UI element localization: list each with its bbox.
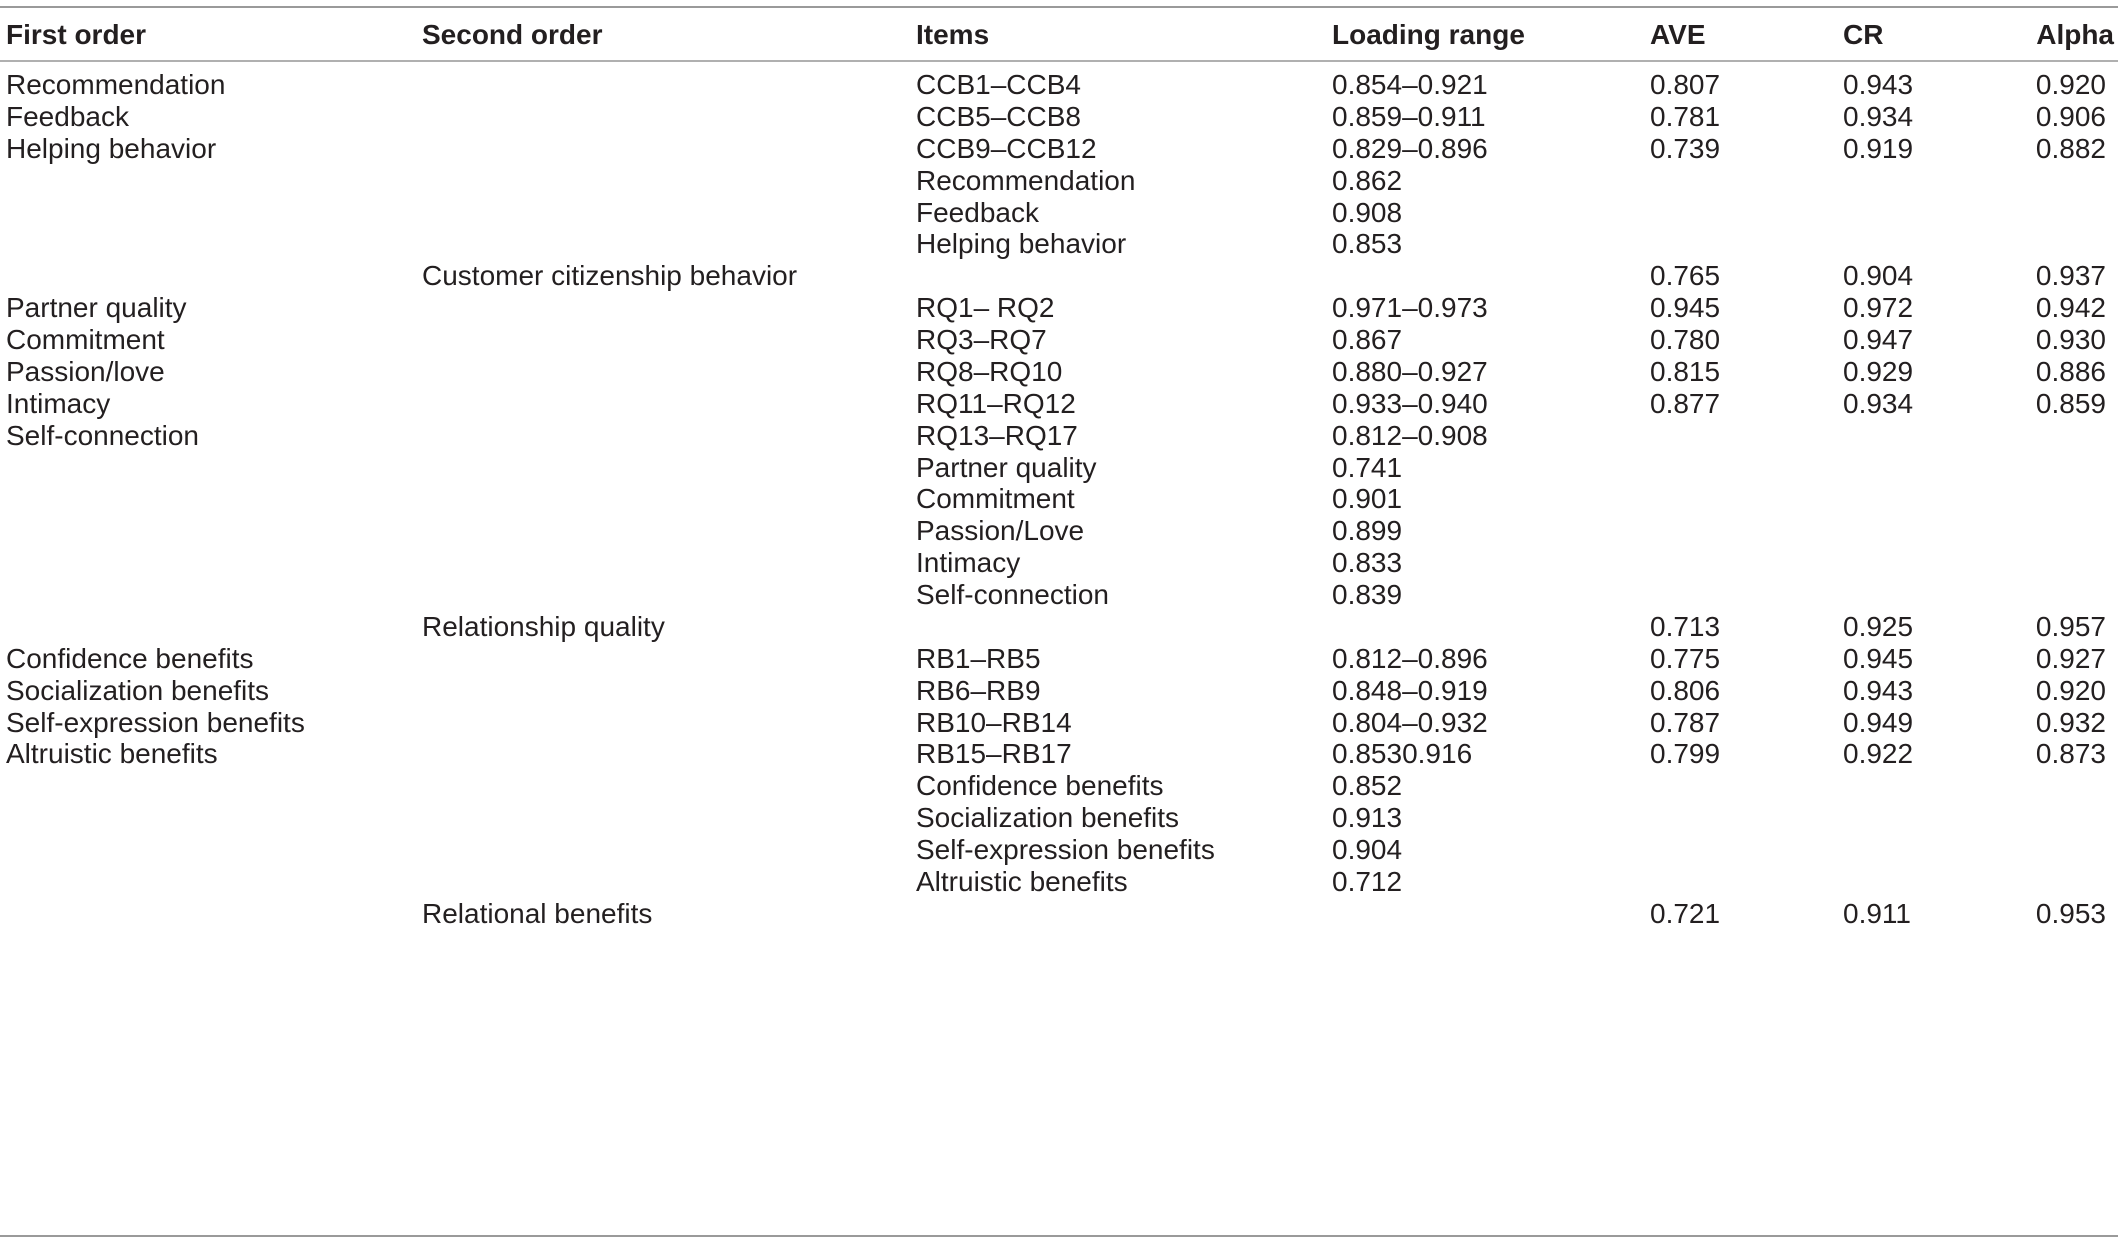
loading-range-cell: 0.901 bbox=[1332, 483, 1403, 515]
items-cell: RQ3–RQ7 bbox=[916, 324, 1047, 356]
ave-cell: 0.765 bbox=[1650, 260, 1721, 292]
ave-cell: 0.807 bbox=[1650, 69, 1721, 100]
alpha-cell: 0.930 bbox=[2035, 324, 2106, 356]
first-order-cell: Confidence benefits bbox=[6, 642, 254, 674]
cr-cell: 0.947 bbox=[1843, 324, 1914, 356]
ave-cell: 0.877 bbox=[1650, 387, 1721, 419]
ave-cell: 0.806 bbox=[1650, 674, 1721, 706]
items-cell: RB10–RB14 bbox=[916, 706, 1072, 738]
cr-cell: 0.949 bbox=[1843, 706, 1914, 738]
items-cell: RB6–RB9 bbox=[916, 674, 1041, 706]
alpha-cell: 0.920 bbox=[2035, 69, 2106, 100]
cr-cell: 0.929 bbox=[1843, 355, 1914, 387]
loading-range-cell: 0.852 bbox=[1332, 770, 1403, 802]
items-cell: Altruistic benefits bbox=[916, 866, 1128, 897]
second-order-cell: Relational benefits bbox=[422, 897, 653, 929]
ave-cell: 0.799 bbox=[1650, 738, 1721, 770]
items-cell: CCB9–CCB12 bbox=[916, 132, 1097, 164]
first-order-cell: Self-expression benefits bbox=[6, 706, 305, 738]
items-cell: Socialization benefits bbox=[916, 802, 1180, 834]
loading-range-cell: 0.712 bbox=[1332, 866, 1403, 897]
ave-cell: 0.721 bbox=[1650, 897, 1721, 929]
items-cell: RB15–RB17 bbox=[916, 738, 1072, 770]
ave-cell: 0.781 bbox=[1650, 100, 1721, 132]
cr-cell: 0.934 bbox=[1843, 387, 1914, 419]
first-order-cell: Helping behavior bbox=[6, 132, 217, 164]
alpha-cell: 0.942 bbox=[2035, 292, 2106, 324]
items-cell: Helping behavior bbox=[916, 228, 1127, 260]
first-order-cell: Self-connection bbox=[6, 419, 200, 451]
loading-range-cell: 0.899 bbox=[1332, 515, 1403, 547]
table-header-rule bbox=[0, 60, 2118, 62]
loading-range-cell: 0.913 bbox=[1332, 802, 1403, 834]
second-order-cell: Relationship quality bbox=[422, 610, 665, 642]
loading-range-cell: 0.859–0.911 bbox=[1332, 100, 1486, 132]
loading-range-cell: 0.839 bbox=[1332, 579, 1403, 611]
loading-range-cell: 0.854–0.921 bbox=[1332, 69, 1488, 100]
header-cr: CR bbox=[1843, 19, 1884, 50]
loading-range-cell: 0.862 bbox=[1332, 164, 1403, 196]
alpha-cell: 0.927 bbox=[2035, 642, 2106, 674]
first-order-cell: Recommendation bbox=[6, 69, 226, 100]
first-order-cell: Socialization benefits bbox=[6, 674, 270, 706]
loading-range-cell: 0.804–0.932 bbox=[1332, 706, 1488, 738]
items-cell: Confidence benefits bbox=[916, 770, 1164, 802]
header-loading-range: Loading range bbox=[1332, 19, 1525, 50]
first-order-cell: Commitment bbox=[6, 324, 165, 356]
items-cell: Feedback bbox=[916, 196, 1039, 228]
cr-cell: 0.945 bbox=[1843, 642, 1914, 674]
cr-cell: 0.904 bbox=[1843, 260, 1914, 292]
table-header-row bbox=[0, 10, 2118, 53]
header-items: Items bbox=[916, 19, 990, 50]
items-cell: Self-expression benefits bbox=[916, 834, 1215, 866]
first-order-cell: Intimacy bbox=[6, 387, 111, 419]
items-cell: Self-connection bbox=[916, 579, 1110, 611]
loading-range-cell: 0.812–0.896 bbox=[1332, 642, 1488, 674]
first-order-cell: Feedback bbox=[6, 100, 129, 132]
alpha-cell: 0.882 bbox=[2035, 132, 2106, 164]
cr-cell: 0.934 bbox=[1843, 100, 1914, 132]
first-order-cell: Altruistic benefits bbox=[6, 738, 218, 770]
ave-cell: 0.713 bbox=[1650, 610, 1721, 642]
header-alpha: Alpha bbox=[2036, 19, 2114, 50]
alpha-cell: 0.906 bbox=[2035, 100, 2106, 132]
loading-range-cell: 0.971–0.973 bbox=[1332, 292, 1488, 324]
items-cell: CCB1–CCB4 bbox=[916, 69, 1081, 100]
table-bottom-rule bbox=[0, 1235, 2118, 1237]
loading-range-cell: 0.908 bbox=[1332, 196, 1403, 228]
ave-cell: 0.787 bbox=[1650, 706, 1721, 738]
alpha-cell: 0.937 bbox=[2035, 260, 2106, 292]
items-cell: Commitment bbox=[916, 483, 1075, 515]
cr-cell: 0.925 bbox=[1843, 610, 1914, 642]
cr-cell: 0.919 bbox=[1843, 132, 1914, 164]
alpha-cell: 0.886 bbox=[2035, 355, 2106, 387]
items-cell: Intimacy bbox=[916, 547, 1021, 579]
cr-cell: 0.922 bbox=[1843, 738, 1914, 770]
cr-cell: 0.943 bbox=[1843, 674, 1914, 706]
loading-range-cell: 0.933–0.940 bbox=[1332, 387, 1488, 419]
items-cell: Passion/Love bbox=[916, 515, 1085, 547]
alpha-cell: 0.932 bbox=[2035, 706, 2106, 738]
cr-cell: 0.972 bbox=[1843, 292, 1914, 324]
ave-cell: 0.739 bbox=[1650, 132, 1721, 164]
loading-range-cell: 0.8530.916 bbox=[1332, 738, 1473, 770]
cr-cell: 0.911 bbox=[1843, 897, 1911, 929]
items-cell: CCB5–CCB8 bbox=[916, 100, 1081, 132]
ave-cell: 0.780 bbox=[1650, 324, 1721, 356]
header-second-order: Second order bbox=[422, 19, 603, 50]
loading-range-cell: 0.853 bbox=[1332, 228, 1403, 260]
alpha-cell: 0.920 bbox=[2035, 674, 2106, 706]
loading-range-cell: 0.812–0.908 bbox=[1332, 419, 1488, 451]
items-cell: RQ13–RQ17 bbox=[916, 419, 1078, 451]
loading-range-cell: 0.867 bbox=[1332, 324, 1403, 356]
alpha-cell: 0.873 bbox=[2035, 738, 2106, 770]
first-order-cell: Passion/love bbox=[6, 355, 165, 387]
first-order-cell: Partner quality bbox=[6, 292, 187, 324]
loading-range-cell: 0.833 bbox=[1332, 547, 1403, 579]
table-row bbox=[0, 892, 2118, 935]
items-cell: Partner quality bbox=[916, 451, 1097, 483]
loading-range-cell: 0.880–0.927 bbox=[1332, 355, 1488, 387]
items-cell: RQ11–RQ12 bbox=[916, 387, 1076, 419]
header-first-order: First order bbox=[6, 19, 147, 50]
table-top-rule bbox=[0, 6, 2118, 8]
items-cell: RQ1– RQ2 bbox=[916, 292, 1055, 324]
items-cell: RB1–RB5 bbox=[916, 642, 1041, 674]
ave-cell: 0.945 bbox=[1650, 292, 1721, 324]
items-cell: RQ8–RQ10 bbox=[916, 355, 1063, 387]
ave-cell: 0.815 bbox=[1650, 355, 1721, 387]
loading-range-cell: 0.741 bbox=[1332, 451, 1403, 483]
alpha-cell: 0.953 bbox=[2035, 897, 2106, 929]
loading-range-cell: 0.904 bbox=[1332, 834, 1403, 866]
ave-cell: 0.775 bbox=[1650, 642, 1721, 674]
second-order-cell: Customer citizenship behavior bbox=[422, 260, 798, 292]
alpha-cell: 0.859 bbox=[2035, 387, 2106, 419]
header-ave: AVE bbox=[1650, 19, 1706, 50]
alpha-cell: 0.957 bbox=[2035, 610, 2106, 642]
items-cell: Recommendation bbox=[916, 164, 1136, 196]
cr-cell: 0.943 bbox=[1843, 69, 1914, 100]
loading-range-cell: 0.848–0.919 bbox=[1332, 674, 1488, 706]
loading-range-cell: 0.829–0.896 bbox=[1332, 132, 1488, 164]
